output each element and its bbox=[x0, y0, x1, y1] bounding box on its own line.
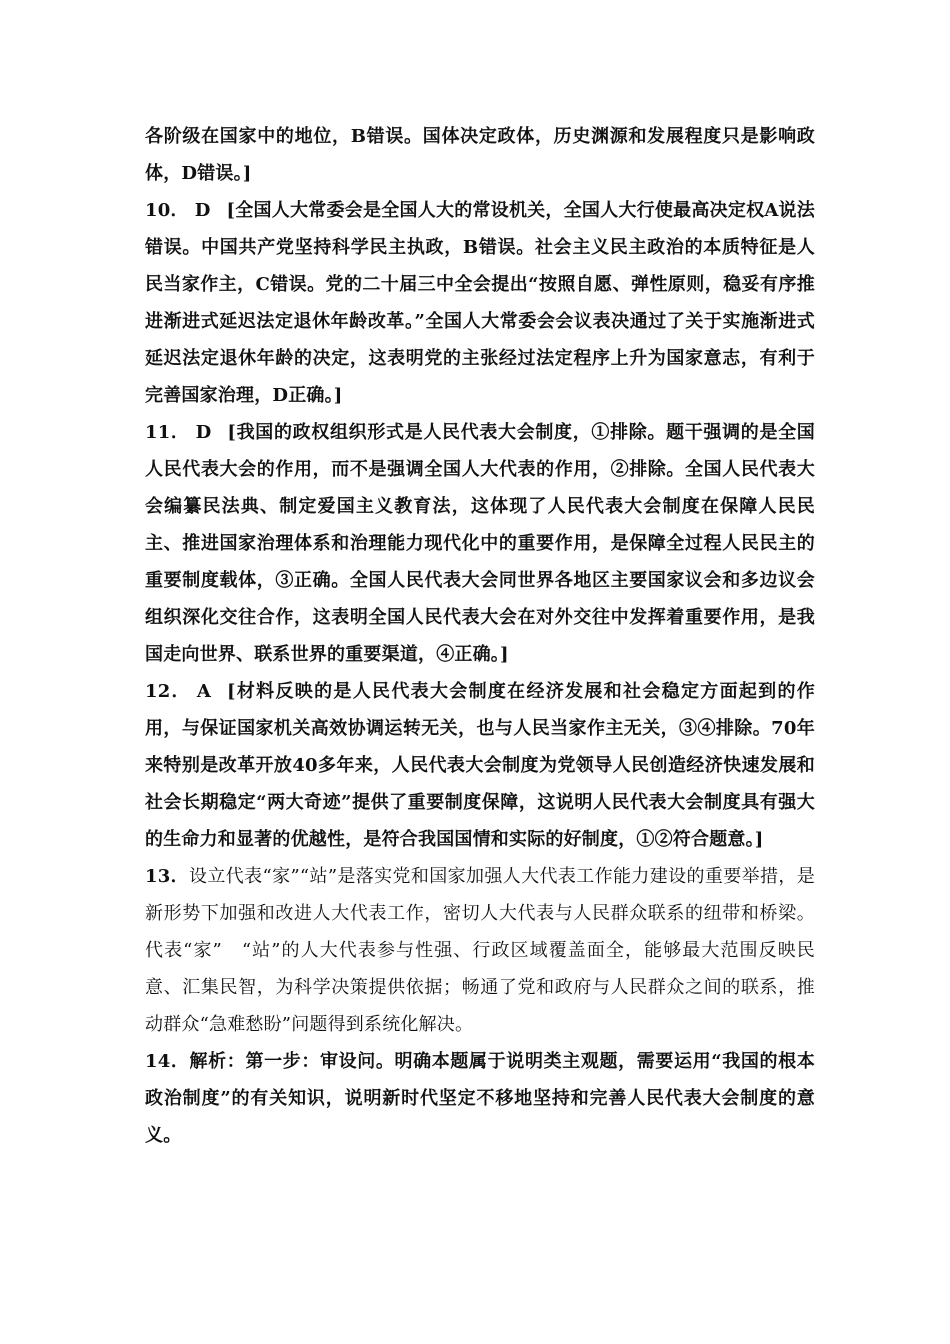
answer-11 bbox=[145, 414, 815, 673]
answer-13 bbox=[145, 858, 815, 1043]
answer-12 bbox=[145, 673, 815, 858]
document-page bbox=[145, 118, 815, 1154]
question-number: 13． bbox=[145, 866, 190, 887]
explanation-text: [全国人大常委会是全国人大的常设机关，全国人大行使最高决定权A说法错误。中国共产党坚持科学民主执政，B错误。社会主义民主政治的本质特征是人民当家作主，C错误。党的二十届三中全会提出“按照自愿、弹性原则，稳妥有序推进渐进式延迟法定退休年龄改革。”全国人大常委会会议表决通过了关于实施渐进式延迟法定退休年龄的决定，这表明党的主张经过法定程序上升为国家意志，有利于完善国家治理，D正确。] bbox=[145, 200, 815, 406]
question-number: 14． bbox=[145, 1051, 190, 1072]
answer-letter: A bbox=[196, 681, 212, 702]
paragraph-text: 各阶级在国家中的地位，B错误。国体决定政体，历史渊源和发展程度只是影响政体，D错误。] bbox=[145, 126, 815, 184]
answer-10 bbox=[145, 192, 815, 414]
explanation-text: 第一步：审设问。明确本题属于说明类主观题，需要运用“我国的根本政治制度”的有关知识，说明新时代坚定不移地坚持和完善人民代表大会制度的意义。 bbox=[145, 1051, 815, 1146]
question-number: 10． bbox=[145, 200, 189, 221]
answer-letter: D bbox=[194, 200, 211, 221]
paragraph-continuation bbox=[145, 118, 815, 192]
explanation-text: [我国的政权组织形式是人民代表大会制度，①排除。题干强调的是全国人民代表大会的作用，而不是强调全国人大代表的作用，②排除。全国人民代表大会编纂民法典、制定爱国主义教育法，这体现了人民代表大会制度在保障人民民主、推进国家治理体系和治理能力现代化中的重要作用，是保障全过程人民民主的重要制度载体，③正确。全国人民代表大会同世界各地区主要国家议会和多边议会组织深化交往合作，这表明全国人民代表大会在对外交往中发挥着重要作用，是我国走向世界、联系世界的重要渠道，④正确。] bbox=[145, 422, 815, 665]
question-number: 12． bbox=[145, 681, 191, 702]
explanation-text: 设立代表“家”“站”是落实党和国家加强人大代表工作能力建设的重要举措，是新形势下加强和改进人大代表工作，密切人大代表与人民群众联系的纽带和桥梁。代表“家” “站”的人大代表参与性强、行政区域覆盖面全，能够最大范围反映民意、汇集民智，为科学决策提供依据；畅通了党和政府与人民群众之间的联系，推动群众“急难愁盼”问题得到系统化解决。 bbox=[145, 866, 815, 1035]
explanation-text: [材料反映的是人民代表大会制度在经济发展和社会稳定方面起到的作用，与保证国家机关高效协调运转无关，也与人民当家作主无关，③④排除。70年来特别是改革开放40多年来，人民代表大会制度为党领导人民创造经济快速发展和社会长期稳定“两大奇迹”提供了重要制度保障，这说明人民代表大会制度具有强大的生命力和显著的优越性，是符合我国国情和实际的好制度，①②符合题意。] bbox=[145, 681, 815, 850]
answer-14 bbox=[145, 1043, 815, 1154]
question-number: 11． bbox=[145, 422, 190, 443]
analysis-label: 解析： bbox=[189, 1051, 246, 1072]
answer-letter: D bbox=[195, 422, 212, 443]
